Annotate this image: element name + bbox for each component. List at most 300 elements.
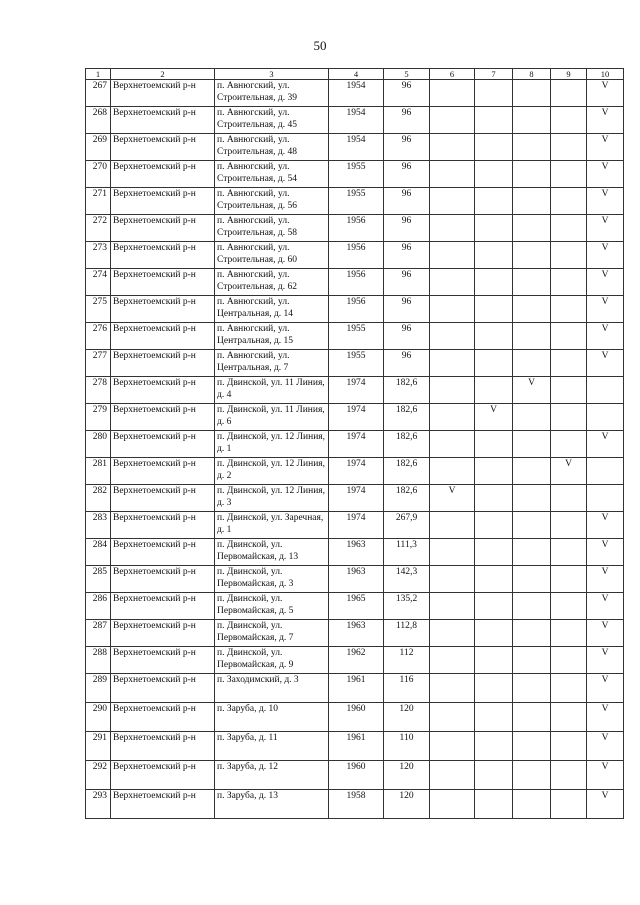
mark-cell-10 xyxy=(587,377,624,404)
mark-cell-8 xyxy=(513,512,551,539)
row-number-cell: 287 xyxy=(86,620,111,647)
header-cell: 6 xyxy=(430,69,475,80)
area-cell: 96 xyxy=(384,350,430,377)
mark-cell-8: V xyxy=(513,377,551,404)
mark-cell-8 xyxy=(513,566,551,593)
address-cell: п. Заруба, д. 11 xyxy=(215,732,329,761)
mark-cell-10: V xyxy=(587,512,624,539)
mark-cell-6 xyxy=(430,350,475,377)
mark-cell-10: V xyxy=(587,323,624,350)
table-row xyxy=(86,458,624,485)
header-cell: 2 xyxy=(111,69,215,80)
mark-cell-8 xyxy=(513,188,551,215)
address-cell: п. Двинской, ул. Первомайская, д. 5 xyxy=(215,593,329,620)
table-row xyxy=(86,485,624,512)
row-number-cell: 291 xyxy=(86,732,111,761)
mark-cell-6 xyxy=(430,323,475,350)
year-cell: 1962 xyxy=(329,647,384,674)
row-number-cell: 267 xyxy=(86,80,111,107)
mark-cell-6 xyxy=(430,732,475,761)
mark-cell-8 xyxy=(513,296,551,323)
area-cell: 116 xyxy=(384,674,430,703)
mark-cell-7 xyxy=(475,215,513,242)
mark-cell-10: V xyxy=(587,647,624,674)
row-number-cell: 270 xyxy=(86,161,111,188)
mark-cell-7 xyxy=(475,674,513,703)
mark-cell-7 xyxy=(475,377,513,404)
mark-cell-6 xyxy=(430,404,475,431)
mark-cell-7 xyxy=(475,188,513,215)
header-cell: 1 xyxy=(86,69,111,80)
header-cell: 5 xyxy=(384,69,430,80)
mark-cell-7 xyxy=(475,161,513,188)
address-cell: п. Двинской, ул. 12 Линия, д. 3 xyxy=(215,485,329,512)
row-number-cell: 278 xyxy=(86,377,111,404)
table-row xyxy=(86,296,624,323)
address-cell: п. Двинской, ул. Первомайская, д. 3 xyxy=(215,566,329,593)
year-cell: 1965 xyxy=(329,593,384,620)
area-cell: 96 xyxy=(384,188,430,215)
mark-cell-7 xyxy=(475,269,513,296)
district-cell: Верхнетоемский р-н xyxy=(111,215,215,242)
table-row xyxy=(86,674,624,703)
mark-cell-8 xyxy=(513,431,551,458)
year-cell: 1954 xyxy=(329,134,384,161)
year-cell: 1974 xyxy=(329,431,384,458)
year-cell: 1960 xyxy=(329,761,384,790)
address-cell: п. Двинской, ул. 12 Линия, д. 2 xyxy=(215,458,329,485)
mark-cell-10: V xyxy=(587,350,624,377)
address-cell: п. Двинской, ул. 12 Линия, д. 1 xyxy=(215,431,329,458)
table-row xyxy=(86,350,624,377)
header-cell: 3 xyxy=(215,69,329,80)
mark-cell-8 xyxy=(513,134,551,161)
area-cell: 182,6 xyxy=(384,377,430,404)
mark-cell-7 xyxy=(475,107,513,134)
address-cell: п. Авнюгский, ул. Центральная, д. 14 xyxy=(215,296,329,323)
row-number-cell: 271 xyxy=(86,188,111,215)
table-row xyxy=(86,404,624,431)
table-row xyxy=(86,188,624,215)
area-cell: 96 xyxy=(384,215,430,242)
year-cell: 1974 xyxy=(329,377,384,404)
address-cell: п. Двинской, ул. Первомайская, д. 9 xyxy=(215,647,329,674)
row-number-cell: 276 xyxy=(86,323,111,350)
mark-cell-10: V xyxy=(587,539,624,566)
row-number-cell: 268 xyxy=(86,107,111,134)
table-row xyxy=(86,161,624,188)
district-cell: Верхнетоемский р-н xyxy=(111,512,215,539)
mark-cell-8 xyxy=(513,593,551,620)
mark-cell-10: V xyxy=(587,620,624,647)
mark-cell-9 xyxy=(551,485,587,512)
mark-cell-10 xyxy=(587,404,624,431)
row-number-cell: 292 xyxy=(86,761,111,790)
district-cell: Верхнетоемский р-н xyxy=(111,620,215,647)
address-cell: п. Авнюгский, ул. Строительная, д. 58 xyxy=(215,215,329,242)
address-cell: п. Авнюгский, ул. Строительная, д. 56 xyxy=(215,188,329,215)
mark-cell-8 xyxy=(513,790,551,819)
district-cell: Верхнетоемский р-н xyxy=(111,539,215,566)
mark-cell-7 xyxy=(475,512,513,539)
mark-cell-7 xyxy=(475,296,513,323)
mark-cell-9 xyxy=(551,323,587,350)
mark-cell-9 xyxy=(551,790,587,819)
area-cell: 96 xyxy=(384,161,430,188)
mark-cell-10: V xyxy=(587,80,624,107)
district-cell: Верхнетоемский р-н xyxy=(111,80,215,107)
mark-cell-10: V xyxy=(587,188,624,215)
district-cell: Верхнетоемский р-н xyxy=(111,296,215,323)
mark-cell-8 xyxy=(513,242,551,269)
row-number-cell: 282 xyxy=(86,485,111,512)
area-cell: 142,3 xyxy=(384,566,430,593)
mark-cell-9 xyxy=(551,647,587,674)
table-row xyxy=(86,323,624,350)
district-cell: Верхнетоемский р-н xyxy=(111,790,215,819)
address-cell: п. Двинской, ул. 11 Линия, д. 6 xyxy=(215,404,329,431)
year-cell: 1955 xyxy=(329,161,384,188)
year-cell: 1974 xyxy=(329,404,384,431)
district-cell: Верхнетоемский р-н xyxy=(111,377,215,404)
mark-cell-9 xyxy=(551,674,587,703)
year-cell: 1963 xyxy=(329,566,384,593)
mark-cell-9: V xyxy=(551,458,587,485)
address-cell: п. Авнюгский, ул. Строительная, д. 48 xyxy=(215,134,329,161)
mark-cell-7 xyxy=(475,323,513,350)
row-number-cell: 274 xyxy=(86,269,111,296)
mark-cell-6 xyxy=(430,703,475,732)
mark-cell-10: V xyxy=(587,431,624,458)
area-cell: 112 xyxy=(384,647,430,674)
mark-cell-6 xyxy=(430,134,475,161)
district-cell: Верхнетоемский р-н xyxy=(111,188,215,215)
district-cell: Верхнетоемский р-н xyxy=(111,323,215,350)
mark-cell-7: V xyxy=(475,404,513,431)
area-cell: 182,6 xyxy=(384,485,430,512)
address-cell: п. Авнюгский, ул. Строительная, д. 54 xyxy=(215,161,329,188)
mark-cell-9 xyxy=(551,377,587,404)
mark-cell-7 xyxy=(475,732,513,761)
mark-cell-9 xyxy=(551,593,587,620)
mark-cell-8 xyxy=(513,107,551,134)
row-number-cell: 286 xyxy=(86,593,111,620)
area-cell: 135,2 xyxy=(384,593,430,620)
mark-cell-6 xyxy=(430,790,475,819)
address-cell: п. Заходимский, д. 3 xyxy=(215,674,329,703)
mark-cell-6 xyxy=(430,458,475,485)
mark-cell-7 xyxy=(475,593,513,620)
mark-cell-9 xyxy=(551,620,587,647)
mark-cell-7 xyxy=(475,761,513,790)
mark-cell-9 xyxy=(551,566,587,593)
mark-cell-9 xyxy=(551,350,587,377)
district-cell: Верхнетоемский р-н xyxy=(111,761,215,790)
table-row xyxy=(86,134,624,161)
area-cell: 120 xyxy=(384,790,430,819)
year-cell: 1956 xyxy=(329,242,384,269)
mark-cell-6 xyxy=(430,620,475,647)
table-row xyxy=(86,269,624,296)
mark-cell-8 xyxy=(513,674,551,703)
mark-cell-7 xyxy=(475,703,513,732)
year-cell: 1956 xyxy=(329,269,384,296)
address-cell: п. Заруба, д. 13 xyxy=(215,790,329,819)
header-row xyxy=(86,69,624,80)
address-cell: п. Заруба, д. 12 xyxy=(215,761,329,790)
area-cell: 96 xyxy=(384,80,430,107)
table-row xyxy=(86,80,624,107)
mark-cell-8 xyxy=(513,647,551,674)
mark-cell-9 xyxy=(551,761,587,790)
district-cell: Верхнетоемский р-н xyxy=(111,647,215,674)
address-cell: п. Двинской, ул. Первомайская, д. 7 xyxy=(215,620,329,647)
mark-cell-6 xyxy=(430,377,475,404)
table-row xyxy=(86,107,624,134)
area-cell: 182,6 xyxy=(384,431,430,458)
address-cell: п. Авнюгский, ул. Строительная, д. 39 xyxy=(215,80,329,107)
mark-cell-9 xyxy=(551,242,587,269)
mark-cell-8 xyxy=(513,323,551,350)
row-number-cell: 285 xyxy=(86,566,111,593)
area-cell: 96 xyxy=(384,296,430,323)
district-cell: Верхнетоемский р-н xyxy=(111,732,215,761)
area-cell: 267,9 xyxy=(384,512,430,539)
mark-cell-7 xyxy=(475,134,513,161)
year-cell: 1955 xyxy=(329,323,384,350)
district-cell: Верхнетоемский р-н xyxy=(111,350,215,377)
table-body xyxy=(86,80,624,819)
year-cell: 1974 xyxy=(329,458,384,485)
mark-cell-8 xyxy=(513,761,551,790)
mark-cell-6 xyxy=(430,188,475,215)
row-number-cell: 284 xyxy=(86,539,111,566)
address-cell: п. Авнюгский, ул. Центральная, д. 15 xyxy=(215,323,329,350)
table-row xyxy=(86,242,624,269)
district-cell: Верхнетоемский р-н xyxy=(111,458,215,485)
mark-cell-6 xyxy=(430,539,475,566)
mark-cell-9 xyxy=(551,107,587,134)
area-cell: 96 xyxy=(384,242,430,269)
mark-cell-6: V xyxy=(430,485,475,512)
mark-cell-10 xyxy=(587,485,624,512)
header-cell: 10 xyxy=(587,69,624,80)
table-row xyxy=(86,566,624,593)
mark-cell-7 xyxy=(475,620,513,647)
mark-cell-8 xyxy=(513,620,551,647)
row-number-cell: 293 xyxy=(86,790,111,819)
mark-cell-9 xyxy=(551,134,587,161)
housing-table xyxy=(85,68,624,819)
district-cell: Верхнетоемский р-н xyxy=(111,593,215,620)
mark-cell-6 xyxy=(430,269,475,296)
mark-cell-6 xyxy=(430,593,475,620)
area-cell: 96 xyxy=(384,107,430,134)
header-cell: 8 xyxy=(513,69,551,80)
table-row xyxy=(86,512,624,539)
district-cell: Верхнетоемский р-н xyxy=(111,134,215,161)
mark-cell-8 xyxy=(513,458,551,485)
table-row xyxy=(86,620,624,647)
district-cell: Верхнетоемский р-н xyxy=(111,566,215,593)
district-cell: Верхнетоемский р-н xyxy=(111,242,215,269)
mark-cell-8 xyxy=(513,485,551,512)
mark-cell-8 xyxy=(513,215,551,242)
table-row xyxy=(86,790,624,819)
mark-cell-9 xyxy=(551,512,587,539)
header-cell: 7 xyxy=(475,69,513,80)
mark-cell-10: V xyxy=(587,566,624,593)
table-row xyxy=(86,703,624,732)
year-cell: 1956 xyxy=(329,296,384,323)
mark-cell-6 xyxy=(430,296,475,323)
area-cell: 96 xyxy=(384,134,430,161)
mark-cell-8 xyxy=(513,350,551,377)
address-cell: п. Авнюгский, ул. Центральная, д. 7 xyxy=(215,350,329,377)
table-row xyxy=(86,647,624,674)
mark-cell-8 xyxy=(513,80,551,107)
year-cell: 1961 xyxy=(329,674,384,703)
mark-cell-9 xyxy=(551,188,587,215)
mark-cell-10: V xyxy=(587,790,624,819)
mark-cell-6 xyxy=(430,107,475,134)
address-cell: п. Двинской, ул. Заречная, д. 1 xyxy=(215,512,329,539)
table-row xyxy=(86,761,624,790)
mark-cell-9 xyxy=(551,161,587,188)
year-cell: 1963 xyxy=(329,539,384,566)
address-cell: п. Двинской, ул. Первомайская, д. 13 xyxy=(215,539,329,566)
year-cell: 1974 xyxy=(329,512,384,539)
mark-cell-10: V xyxy=(587,242,624,269)
mark-cell-6 xyxy=(430,647,475,674)
district-cell: Верхнетоемский р-н xyxy=(111,485,215,512)
table-row xyxy=(86,732,624,761)
row-number-cell: 289 xyxy=(86,674,111,703)
district-cell: Верхнетоемский р-н xyxy=(111,674,215,703)
area-cell: 96 xyxy=(384,323,430,350)
mark-cell-7 xyxy=(475,485,513,512)
row-number-cell: 275 xyxy=(86,296,111,323)
area-cell: 182,6 xyxy=(384,404,430,431)
area-cell: 120 xyxy=(384,761,430,790)
area-cell: 112,8 xyxy=(384,620,430,647)
row-number-cell: 277 xyxy=(86,350,111,377)
year-cell: 1963 xyxy=(329,620,384,647)
mark-cell-10: V xyxy=(587,161,624,188)
mark-cell-6 xyxy=(430,161,475,188)
mark-cell-6 xyxy=(430,761,475,790)
district-cell: Верхнетоемский р-н xyxy=(111,703,215,732)
page-number: 50 xyxy=(313,38,327,53)
mark-cell-7 xyxy=(475,566,513,593)
row-number-cell: 283 xyxy=(86,512,111,539)
mark-cell-9 xyxy=(551,703,587,732)
year-cell: 1958 xyxy=(329,790,384,819)
mark-cell-9 xyxy=(551,404,587,431)
mark-cell-10: V xyxy=(587,269,624,296)
year-cell: 1974 xyxy=(329,485,384,512)
row-number-cell: 273 xyxy=(86,242,111,269)
district-cell: Верхнетоемский р-н xyxy=(111,404,215,431)
district-cell: Верхнетоемский р-н xyxy=(111,161,215,188)
mark-cell-8 xyxy=(513,539,551,566)
mark-cell-6 xyxy=(430,674,475,703)
mark-cell-9 xyxy=(551,296,587,323)
address-cell: п. Авнюгский, ул. Строительная, д. 45 xyxy=(215,107,329,134)
year-cell: 1955 xyxy=(329,188,384,215)
mark-cell-6 xyxy=(430,431,475,458)
header-cell: 9 xyxy=(551,69,587,80)
mark-cell-7 xyxy=(475,647,513,674)
mark-cell-8 xyxy=(513,269,551,296)
mark-cell-10: V xyxy=(587,296,624,323)
mark-cell-8 xyxy=(513,732,551,761)
mark-cell-6 xyxy=(430,566,475,593)
area-cell: 111,3 xyxy=(384,539,430,566)
mark-cell-7 xyxy=(475,431,513,458)
mark-cell-9 xyxy=(551,431,587,458)
mark-cell-7 xyxy=(475,458,513,485)
district-cell: Верхнетоемский р-н xyxy=(111,269,215,296)
mark-cell-8 xyxy=(513,404,551,431)
table-row xyxy=(86,431,624,458)
area-cell: 96 xyxy=(384,269,430,296)
table-row xyxy=(86,377,624,404)
mark-cell-9 xyxy=(551,80,587,107)
area-cell: 120 xyxy=(384,703,430,732)
header-cell: 4 xyxy=(329,69,384,80)
table-row xyxy=(86,593,624,620)
mark-cell-6 xyxy=(430,512,475,539)
mark-cell-9 xyxy=(551,732,587,761)
row-number-cell: 280 xyxy=(86,431,111,458)
mark-cell-10: V xyxy=(587,703,624,732)
row-number-cell: 269 xyxy=(86,134,111,161)
address-cell: п. Заруба, д. 10 xyxy=(215,703,329,732)
year-cell: 1954 xyxy=(329,107,384,134)
row-number-cell: 288 xyxy=(86,647,111,674)
mark-cell-7 xyxy=(475,350,513,377)
mark-cell-8 xyxy=(513,703,551,732)
year-cell: 1960 xyxy=(329,703,384,732)
year-cell: 1955 xyxy=(329,350,384,377)
row-number-cell: 290 xyxy=(86,703,111,732)
mark-cell-7 xyxy=(475,80,513,107)
mark-cell-10: V xyxy=(587,593,624,620)
mark-cell-6 xyxy=(430,80,475,107)
row-number-cell: 279 xyxy=(86,404,111,431)
mark-cell-7 xyxy=(475,242,513,269)
address-cell: п. Двинской, ул. 11 Линия, д. 4 xyxy=(215,377,329,404)
mark-cell-6 xyxy=(430,215,475,242)
mark-cell-10: V xyxy=(587,732,624,761)
row-number-cell: 281 xyxy=(86,458,111,485)
mark-cell-8 xyxy=(513,161,551,188)
table-row xyxy=(86,539,624,566)
mark-cell-7 xyxy=(475,790,513,819)
year-cell: 1961 xyxy=(329,732,384,761)
mark-cell-10: V xyxy=(587,674,624,703)
address-cell: п. Авнюгский, ул. Строительная, д. 60 xyxy=(215,242,329,269)
year-cell: 1954 xyxy=(329,80,384,107)
mark-cell-7 xyxy=(475,539,513,566)
mark-cell-10: V xyxy=(587,761,624,790)
area-cell: 182,6 xyxy=(384,458,430,485)
mark-cell-10: V xyxy=(587,107,624,134)
district-cell: Верхнетоемский р-н xyxy=(111,107,215,134)
area-cell: 110 xyxy=(384,732,430,761)
row-number-cell: 272 xyxy=(86,215,111,242)
